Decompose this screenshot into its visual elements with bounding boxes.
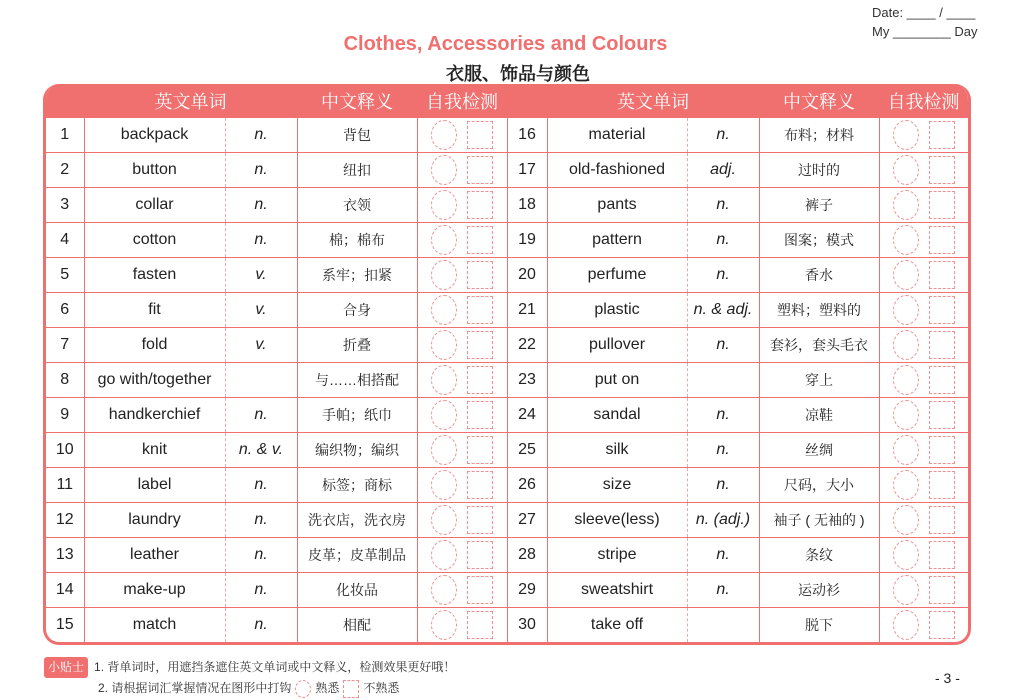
english-word: button [84,153,225,188]
table-row [46,433,968,468]
chinese-meaning: 脱下 [759,608,879,643]
row-number: 2 [46,153,84,188]
familiar-label: 熟悉 [315,681,340,695]
self-check [417,538,507,573]
table-row [46,573,968,608]
english-word: fasten [84,258,225,293]
unfamiliar-square-checkbox[interactable] [929,541,955,569]
part-of-speech: v. [225,258,297,293]
unfamiliar-square-checkbox[interactable] [929,191,955,219]
header-check: 自我检测 [417,84,507,118]
row-number: 15 [46,608,84,643]
tip-1: 1. 背单词时，用遮挡条遮住英文单词或中文释义，检测效果更好哦！ [94,660,456,674]
part-of-speech: n. [687,573,759,608]
header-meaning: 中文释义 [297,84,417,118]
chinese-meaning: 系牢；扣紧 [297,258,417,293]
chinese-meaning: 棉；棉布 [297,223,417,258]
chinese-meaning: 袖子 ( 无袖的 ) [759,503,879,538]
english-word: leather [84,538,225,573]
chinese-meaning: 穿上 [759,363,879,398]
row-number: 22 [507,328,547,363]
part-of-speech: n. [225,398,297,433]
row-number: 3 [46,188,84,223]
chinese-meaning: 运动衫 [759,573,879,608]
row-number: 18 [507,188,547,223]
table-row [46,153,968,188]
familiar-circle-checkbox[interactable] [893,505,919,535]
unfamiliar-square-checkbox[interactable] [929,226,955,254]
familiar-circle-checkbox[interactable] [431,575,457,605]
chinese-meaning: 与……相搭配 [297,363,417,398]
page-title: Clothes, Accessories and Colours [343,33,668,55]
unfamiliar-square-checkbox[interactable] [929,331,955,359]
familiar-circle-checkbox[interactable] [893,435,919,465]
chinese-meaning: 过时的 [759,153,879,188]
familiar-circle-checkbox[interactable] [893,575,919,605]
table-row [46,608,968,643]
row-number: 28 [507,538,547,573]
part-of-speech: n. & adj. [687,293,759,328]
row-number: 23 [507,363,547,398]
tips [44,657,455,699]
unfamiliar-square-checkbox[interactable] [467,121,493,149]
row-number: 1 [46,118,84,153]
self-check [417,468,507,503]
english-word: silk [547,433,687,468]
row-number: 17 [507,153,547,188]
chinese-meaning: 凉鞋 [759,398,879,433]
familiar-circle-checkbox[interactable] [431,470,457,500]
square-icon [343,680,359,698]
self-check [417,398,507,433]
table-row [46,468,968,503]
unfamiliar-square-checkbox[interactable] [929,506,955,534]
vocabulary-table [43,84,971,645]
english-word: stripe [547,538,687,573]
english-word: size [547,468,687,503]
self-check [879,293,968,328]
tips-badge: 小贴士 [44,657,88,678]
self-check [417,258,507,293]
part-of-speech: n. [225,153,297,188]
english-word: make-up [84,573,225,608]
table-row [46,258,968,293]
english-word: knit [84,433,225,468]
part-of-speech: n. [225,223,297,258]
chinese-meaning: 布料；材料 [759,118,879,153]
english-word: match [84,608,225,643]
chinese-meaning: 套衫，套头毛衣 [759,328,879,363]
tip-2: 2. 请根据词汇掌握情况在图形中打钩 [98,681,292,695]
self-check [879,363,968,398]
self-check [879,188,968,223]
self-check [417,188,507,223]
familiar-circle-checkbox[interactable] [893,120,919,150]
chinese-meaning: 香水 [759,258,879,293]
english-word: perfume [547,258,687,293]
part-of-speech: n. [225,573,297,608]
familiar-circle-checkbox[interactable] [893,470,919,500]
part-of-speech: n. [687,188,759,223]
familiar-circle-checkbox[interactable] [431,365,457,395]
row-number: 11 [46,468,84,503]
page-subtitle: 衣服、饰品与颜色 [446,64,590,84]
chinese-meaning: 折叠 [297,328,417,363]
chinese-meaning: 丝绸 [759,433,879,468]
part-of-speech: v. [225,293,297,328]
unfamiliar-square-checkbox[interactable] [467,296,493,324]
page-number: - 3 - [935,670,960,686]
part-of-speech: n. [687,433,759,468]
row-number: 12 [46,503,84,538]
part-of-speech: n. [225,118,297,153]
chinese-meaning: 皮革；皮革制品 [297,538,417,573]
unfamiliar-square-checkbox[interactable] [929,471,955,499]
table-row [46,328,968,363]
chinese-meaning: 编织物；编织 [297,433,417,468]
unfamiliar-square-checkbox[interactable] [467,261,493,289]
chinese-meaning: 化妆品 [297,573,417,608]
self-check [879,398,968,433]
table-row [46,223,968,258]
row-number: 21 [507,293,547,328]
part-of-speech [225,363,297,398]
row-number: 19 [507,223,547,258]
unfamiliar-square-checkbox[interactable] [929,611,955,639]
chinese-meaning: 裤子 [759,188,879,223]
self-check [879,538,968,573]
unfamiliar-square-checkbox[interactable] [467,436,493,464]
english-word: material [547,118,687,153]
chinese-meaning: 标签；商标 [297,468,417,503]
row-number: 16 [507,118,547,153]
english-word: sweatshirt [547,573,687,608]
self-check [879,328,968,363]
part-of-speech: n. [225,188,297,223]
familiar-circle-checkbox[interactable] [893,365,919,395]
self-check [417,153,507,188]
unfamiliar-square-checkbox[interactable] [467,226,493,254]
unfamiliar-square-checkbox[interactable] [467,331,493,359]
part-of-speech [687,363,759,398]
part-of-speech: n. [687,468,759,503]
english-word: fit [84,293,225,328]
english-word: plastic [547,293,687,328]
table-row [46,293,968,328]
unfamiliar-square-checkbox[interactable] [929,436,955,464]
header-check: 自我检测 [879,84,968,118]
unfamiliar-square-checkbox[interactable] [467,471,493,499]
english-word: pullover [547,328,687,363]
table-row [46,398,968,433]
part-of-speech: v. [225,328,297,363]
row-number: 26 [507,468,547,503]
row-number: 24 [507,398,547,433]
header-meaning: 中文释义 [759,84,879,118]
row-number: 25 [507,433,547,468]
table-row [46,188,968,223]
row-number: 5 [46,258,84,293]
english-word: handkerchief [84,398,225,433]
familiar-circle-checkbox[interactable] [431,610,457,640]
familiar-circle-checkbox[interactable] [893,400,919,430]
circle-icon [295,680,311,698]
part-of-speech [687,608,759,643]
english-word: old-fashioned [547,153,687,188]
part-of-speech: n. [687,118,759,153]
unfamiliar-square-checkbox[interactable] [467,401,493,429]
row-number: 29 [507,573,547,608]
self-check [879,503,968,538]
part-of-speech: n. [687,223,759,258]
familiar-circle-checkbox[interactable] [431,540,457,570]
unfamiliar-square-checkbox[interactable] [467,191,493,219]
english-word: put on [547,363,687,398]
familiar-circle-checkbox[interactable] [431,295,457,325]
table-header [46,84,968,118]
unfamiliar-square-checkbox[interactable] [929,261,955,289]
familiar-circle-checkbox[interactable] [893,330,919,360]
self-check [879,468,968,503]
chinese-meaning: 洗衣店，洗衣房 [297,503,417,538]
familiar-circle-checkbox[interactable] [431,330,457,360]
part-of-speech: n. [225,503,297,538]
unfamiliar-square-checkbox[interactable] [467,156,493,184]
unfamiliar-square-checkbox[interactable] [929,156,955,184]
english-word: take off [547,608,687,643]
row-number: 8 [46,363,84,398]
english-word: pattern [547,223,687,258]
chinese-meaning: 衣领 [297,188,417,223]
self-check [417,223,507,258]
unfamiliar-label: 不熟悉 [363,681,400,695]
chinese-meaning: 条纹 [759,538,879,573]
english-word: sandal [547,398,687,433]
part-of-speech: n. [225,608,297,643]
english-word: label [84,468,225,503]
row-number: 30 [507,608,547,643]
familiar-circle-checkbox[interactable] [431,260,457,290]
familiar-circle-checkbox[interactable] [431,505,457,535]
unfamiliar-square-checkbox[interactable] [929,401,955,429]
self-check [879,258,968,293]
part-of-speech: n. [687,328,759,363]
chinese-meaning: 手帕；纸巾 [297,398,417,433]
chinese-meaning: 纽扣 [297,153,417,188]
familiar-circle-checkbox[interactable] [893,540,919,570]
self-check [417,503,507,538]
familiar-circle-checkbox[interactable] [893,155,919,185]
unfamiliar-square-checkbox[interactable] [467,506,493,534]
part-of-speech: adj. [687,153,759,188]
chinese-meaning: 相配 [297,608,417,643]
english-word: cotton [84,223,225,258]
familiar-circle-checkbox[interactable] [893,190,919,220]
table-row [46,503,968,538]
self-check [417,433,507,468]
familiar-circle-checkbox[interactable] [893,260,919,290]
english-word: collar [84,188,225,223]
self-check [417,118,507,153]
english-word: laundry [84,503,225,538]
chinese-meaning: 尺码，大小 [759,468,879,503]
self-check [879,153,968,188]
header-word: 英文单词 [84,84,297,118]
part-of-speech: n. [225,538,297,573]
self-check [417,293,507,328]
chinese-meaning: 塑料；塑料的 [759,293,879,328]
chinese-meaning: 背包 [297,118,417,153]
english-word: fold [84,328,225,363]
unfamiliar-square-checkbox[interactable] [929,366,955,394]
part-of-speech: n. [687,258,759,293]
self-check [879,608,968,643]
familiar-circle-checkbox[interactable] [893,225,919,255]
chinese-meaning: 合身 [297,293,417,328]
header-word: 英文单词 [547,84,759,118]
unfamiliar-square-checkbox[interactable] [467,541,493,569]
row-number: 13 [46,538,84,573]
row-number: 9 [46,398,84,433]
english-word: backpack [84,118,225,153]
table-row [46,363,968,398]
part-of-speech: n. [687,398,759,433]
self-check [417,573,507,608]
row-number: 14 [46,573,84,608]
familiar-circle-checkbox[interactable] [431,400,457,430]
familiar-circle-checkbox[interactable] [431,225,457,255]
row-number: 20 [507,258,547,293]
self-check [879,433,968,468]
self-check [879,118,968,153]
familiar-circle-checkbox[interactable] [431,155,457,185]
self-check [417,363,507,398]
row-number: 7 [46,328,84,363]
unfamiliar-square-checkbox[interactable] [929,576,955,604]
english-word: pants [547,188,687,223]
english-word: sleeve(less) [547,503,687,538]
table-row [46,538,968,573]
self-check [879,573,968,608]
unfamiliar-square-checkbox[interactable] [467,366,493,394]
unfamiliar-square-checkbox[interactable] [467,611,493,639]
english-word: go with/together [84,363,225,398]
row-number: 27 [507,503,547,538]
self-check [879,223,968,258]
unfamiliar-square-checkbox[interactable] [929,121,955,149]
unfamiliar-square-checkbox[interactable] [929,296,955,324]
date-line: Date: ____ / ____ [872,5,976,20]
row-number: 6 [46,293,84,328]
table-row [46,118,968,153]
part-of-speech: n. (adj.) [687,503,759,538]
unfamiliar-square-checkbox[interactable] [467,576,493,604]
self-check [417,608,507,643]
self-check [417,328,507,363]
familiar-circle-checkbox[interactable] [431,435,457,465]
familiar-circle-checkbox[interactable] [893,610,919,640]
chinese-meaning: 图案；模式 [759,223,879,258]
familiar-circle-checkbox[interactable] [893,295,919,325]
row-number: 10 [46,433,84,468]
day-line: My ________ Day [872,24,978,39]
row-number: 4 [46,223,84,258]
part-of-speech: n. & v. [225,433,297,468]
part-of-speech: n. [225,468,297,503]
familiar-circle-checkbox[interactable] [431,120,457,150]
familiar-circle-checkbox[interactable] [431,190,457,220]
part-of-speech: n. [687,538,759,573]
